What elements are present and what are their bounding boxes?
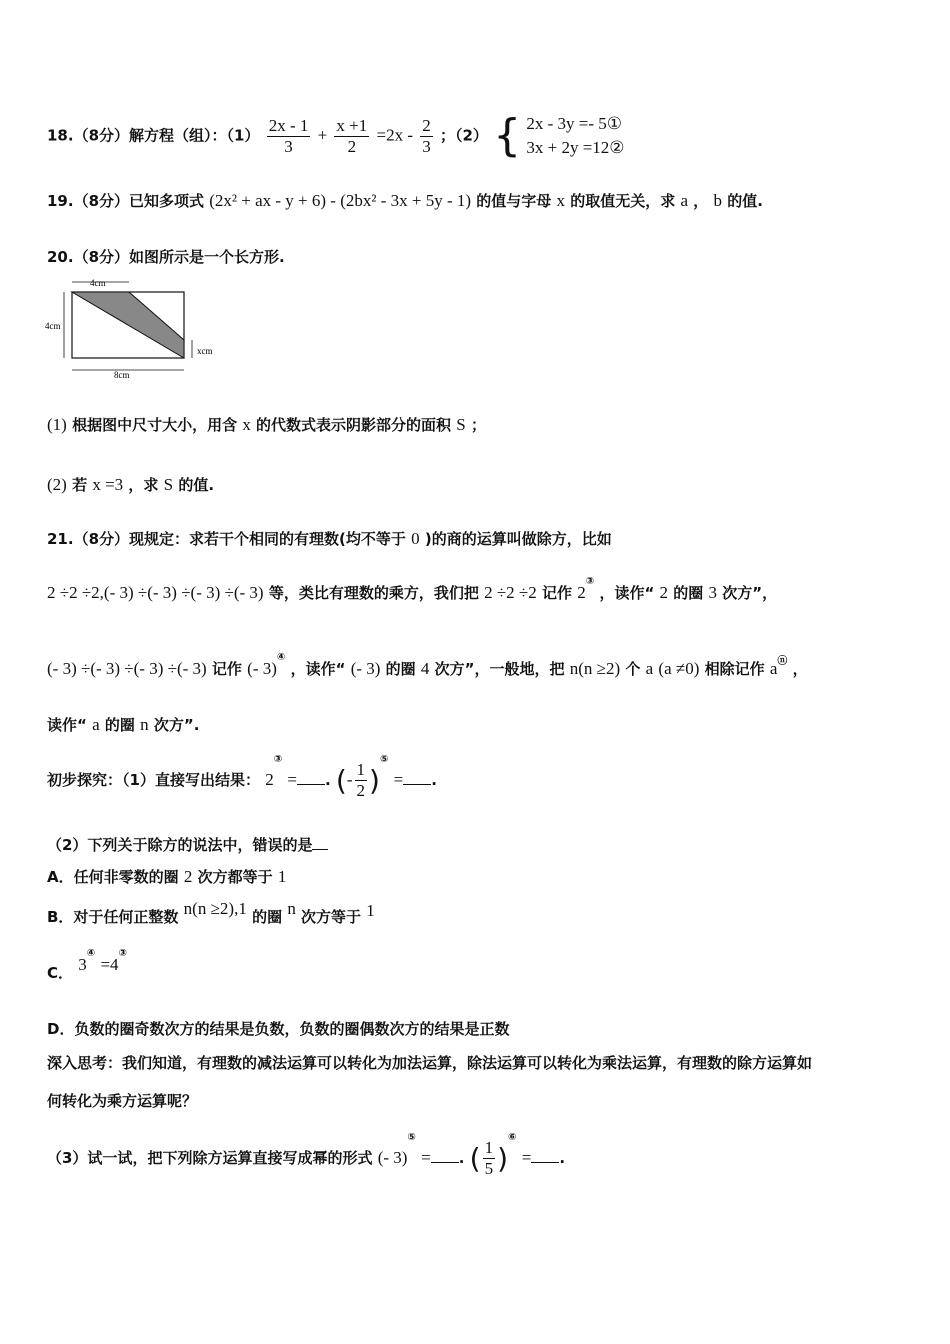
answer-blank-5[interactable]: [531, 1162, 559, 1163]
half-fraction: $\frac{1}{2}$: [356, 760, 366, 800]
q18-frac-a: $\frac{2x - 1}{3}$: [268, 115, 309, 156]
answer-blank-3[interactable]: [312, 849, 328, 850]
fig-left-label: 4cm: [45, 321, 61, 331]
q18-frac-b: $\frac{x +1}{2}$: [336, 115, 368, 156]
option-d: D．负数的圈奇数次方的结果是负数，负数的圈偶数次方的结果是正数: [47, 1020, 510, 1038]
q21-explore3: （3）试一试，把下列除方运算直接写成幂的形式 (- 3)⑤ = . ( $\frac{1}{5}$ )⑥ = .: [47, 1132, 566, 1178]
q21-head: 21.（8分）现规定：求若干个相同的有理数(均不等于 0 )的商的运算叫做除方，比如: [47, 529, 612, 548]
rectangle-figure: [44, 274, 224, 384]
q19-line: 19.（8分）已知多项式 (2x² + ax - y + 6) - (2bx² - 3x + 5y - 1) 的值与字母 x 的取值无关，求 a ， b 的值.: [47, 191, 763, 210]
q21-explore1: 初步探究：（1）直接写出结果： 2③ = . (- $\frac{1}{2}$ )⑤ = .: [47, 754, 437, 800]
fifth-fraction: $\frac{1}{5}$: [484, 1138, 494, 1178]
fig-top-label: 4cm: [90, 278, 106, 288]
deep-think-1: 深入思考：我们知道，有理数的减法运算可以转化为加法运算，除法运算可以转化为乘法运算，有理数的除方运算如: [47, 1054, 813, 1072]
option-c: C． 3④ =4③: [47, 948, 128, 982]
q18-brace: {: [493, 110, 522, 161]
q21-explore2: （2）下列关于除方的说法中，错误的是: [47, 834, 328, 855]
answer-blank-2[interactable]: [403, 784, 431, 785]
q21-line4: 读作“ a 的圈 n 次方”.: [47, 715, 200, 734]
q21-line2: 2 ÷2 ÷2,(- 3) ÷(- 3) ÷(- 3) ÷(- 3) 等，类比有理数的乘方，我们把 2 ÷2 ÷2 记作 2③ ，读作“ 2 的圈 3 次方”，: [47, 576, 778, 602]
q18-frac-c: $\frac{2}{3}$: [422, 115, 431, 156]
q21-line3: (- 3) ÷(- 3) ÷(- 3) ÷(- 3) 记作 (- 3)④ ，读作“ (- 3) 的圈 4 次方”，一般地，把 n(n ≥2) 个 a (a ≠0) 相除记作 aⓝ ，: [47, 652, 808, 678]
answer-blank-4[interactable]: [431, 1162, 459, 1163]
fig-bottom-label: 8cm: [114, 370, 130, 380]
fig-right-label: xcm: [197, 346, 213, 356]
q18-line: 18.（8分）解方程（组）：（1） $\frac{2x - 1}{3}$ + $\frac{x +1}{2}$ =2x - $\frac{2}{3}$ ；（2） { 2x - 3y =- 5① 3x + 2y =12②: [47, 110, 625, 161]
q20-part2: (2) 若 x =3 ，求 S 的值.: [47, 475, 215, 494]
option-a: A．任何非零数的圈 2 次方都等于 1: [47, 867, 287, 886]
answer-blank-1[interactable]: [297, 784, 325, 785]
q18-head: 18.（8分）解方程（组）：（1）: [47, 126, 260, 145]
q18-sep: ；（2）: [439, 126, 488, 145]
q20-part1: (1) 根据图中尺寸大小，用含 x 的代数式表示阴影部分的面积 S ；: [47, 415, 487, 434]
q18-system: 2x - 3y =- 5① 3x + 2y =12②: [526, 114, 625, 157]
q20-head: 20.（8分）如图所示是一个长方形.: [47, 248, 285, 266]
deep-think-2: 何转化为乘方运算呢？: [47, 1092, 198, 1110]
option-b: B．对于任何正整数 n(n ≥2),1 的圈 n 次方等于 1: [47, 899, 375, 926]
shaded-region: [72, 292, 184, 358]
q19-expr: (2x² + ax - y + 6) - (2bx² - 3x + 5y - 1): [209, 191, 472, 210]
